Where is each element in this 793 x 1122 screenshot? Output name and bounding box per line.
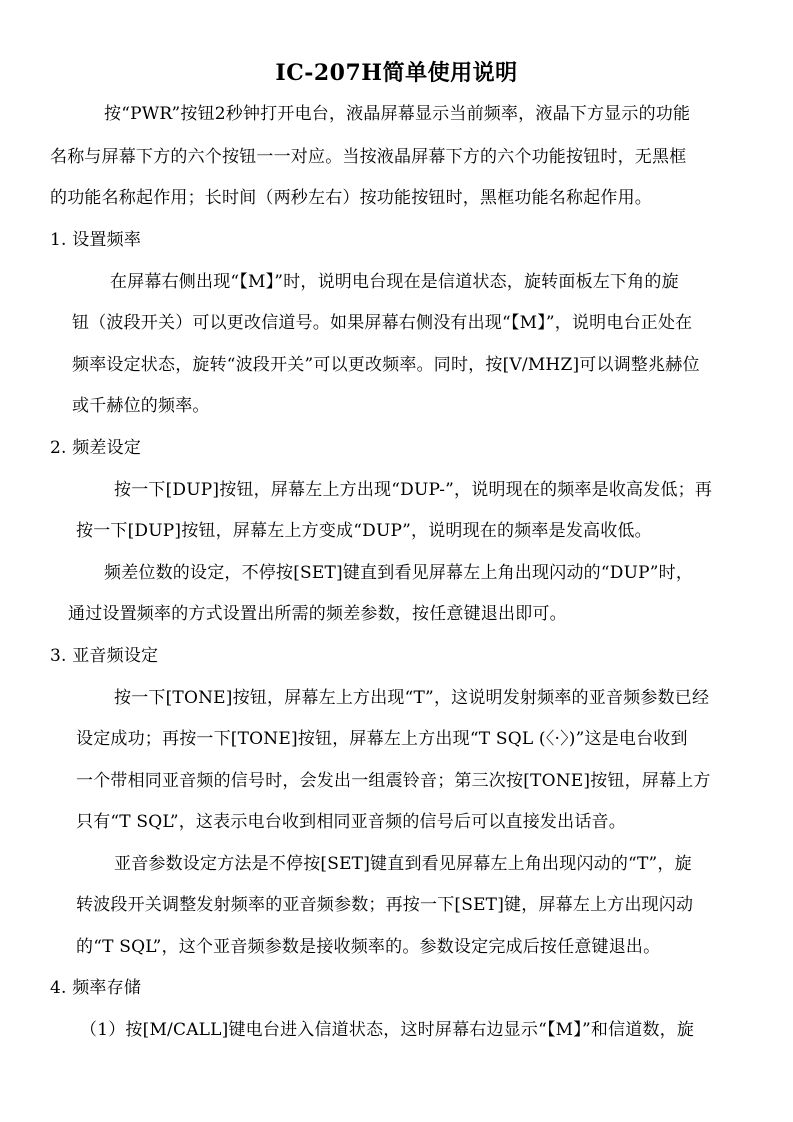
s2-line-4: 通过设置频率的方式设置出所需的频差参数，按任意键退出即可。 bbox=[68, 604, 567, 624]
s3-line-3: 一个带相同亚音频的信号时，会发出一组震铃音；第三次按[TONE]按钮，屏幕上方 bbox=[76, 771, 711, 791]
s1-line-1: 在屏幕右侧出现“【M】”时，说明电台现在是信道状态，旋转面板左下角的旋 bbox=[110, 272, 679, 292]
s3-line-5: 亚音参数设定方法是不停按[SET]键直到看见屏幕左上角出现闪动的“T”，旋 bbox=[114, 854, 692, 874]
section-heading-2: 2. 频差设定 bbox=[50, 438, 142, 458]
s2-line-2: 按一下[DUP]按钮，屏幕左上方变成“DUP”，说明现在的频率是发高收低。 bbox=[76, 521, 652, 541]
section-heading-4: 4. 频率存储 bbox=[50, 978, 142, 998]
intro-line-3: 的功能名称起作用；长时间（两秒左右）按功能按钮时，黑框功能名称起作用。 bbox=[50, 188, 652, 208]
s3-line-2: 设定成功；再按一下[TONE]按钮，屏幕左上方出现“T SQL (〈·〉)”这是电台收到 bbox=[76, 729, 688, 749]
section-heading-3: 3. 亚音频设定 bbox=[50, 646, 159, 666]
intro-line-2: 名称与屏幕下方的六个按钮一一对应。当按液晶屏幕下方的六个功能按钮时，无黑框 bbox=[50, 147, 687, 167]
s3-line-6: 转波段开关调整发射频率的亚音频参数；再按一下[SET]键，屏幕左上方出现闪动 bbox=[76, 895, 694, 915]
s1-line-4: 或千赫位的频率。 bbox=[72, 396, 210, 416]
s2-line-1: 按一下[DUP]按钮，屏幕左上方出现“DUP-”，说明现在的频率是收高发低；再 bbox=[114, 480, 713, 500]
s3-line-4: 只有“T SQL”，这表示电台收到相同亚音频的信号后可以直接发出话音。 bbox=[76, 812, 626, 832]
s4-line-1: （1）按[M/CALL]键电台进入信道状态，这时屏幕右边显示“【M】”和信道数，旋 bbox=[80, 1020, 695, 1040]
page-title: IC-207H简单使用说明 bbox=[275, 60, 518, 86]
section-heading-1: 1. 设置频率 bbox=[50, 230, 142, 250]
s1-line-3: 频率设定状态，旋转“波段开关”可以更改频率。同时，按[V/MHZ]可以调整兆赫位 bbox=[72, 355, 700, 375]
intro-line-1: 按“PWR”按钮2秒钟打开电台，液晶屏幕显示当前频率，液晶下方显示的功能 bbox=[104, 104, 691, 124]
s1-line-2: 钮（波段开关）可以更改信道号。如果屏幕右侧没有出现“【M】”，说明电台正处在 bbox=[72, 313, 693, 333]
s3-line-7: 的“T SQL”，这个亚音频参数是接收频率的。参数设定完成后按任意键退出。 bbox=[76, 937, 661, 957]
s3-line-1: 按一下[TONE]按钮，屏幕左上方出现“T”，这说明发射频率的亚音频参数已经 bbox=[114, 688, 710, 708]
s2-line-3: 频差位数的设定，不停按[SET]键直到看见屏幕左上角出现闪动的“DUP”时， bbox=[104, 563, 694, 583]
